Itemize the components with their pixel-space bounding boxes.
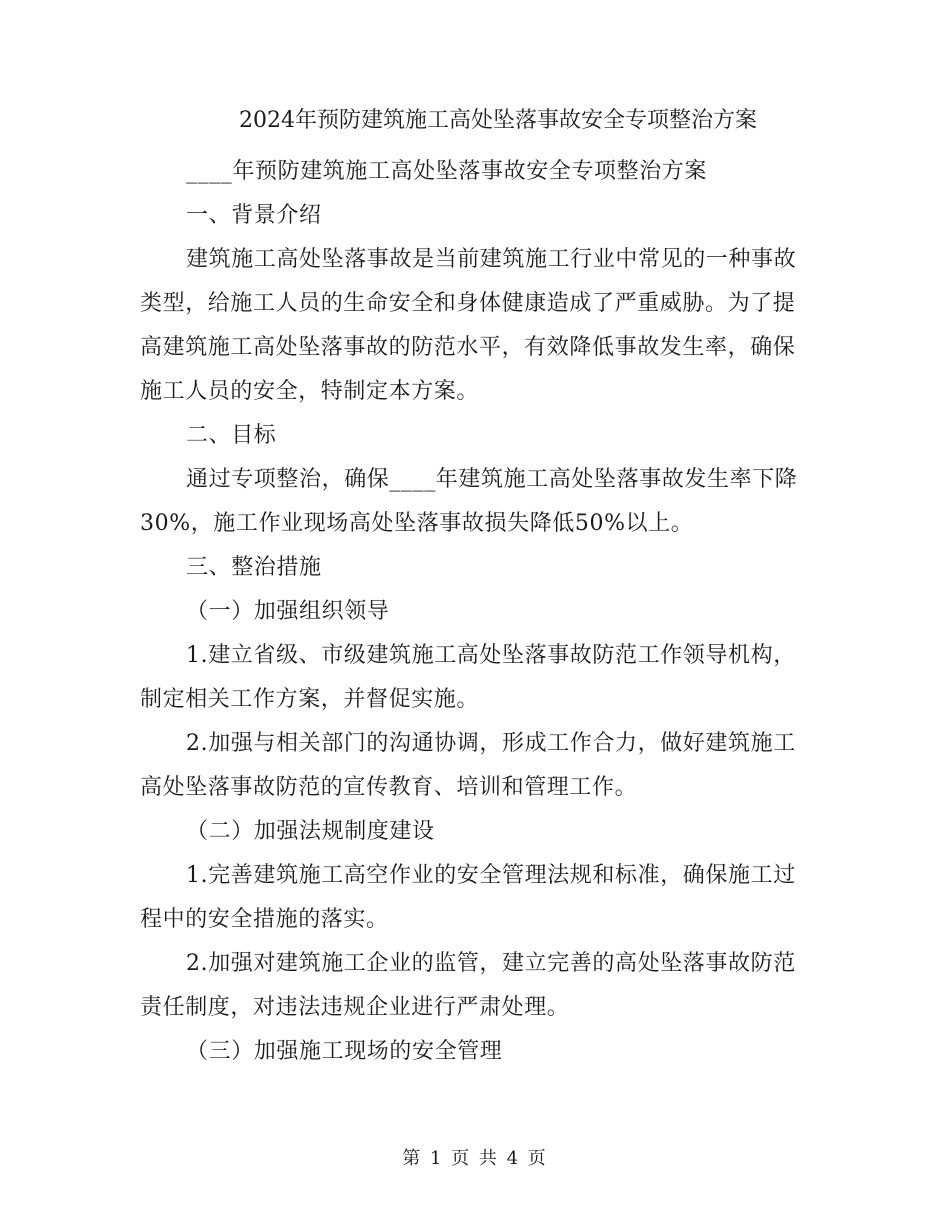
subheading-regulations: （二）加强法规制度建设 (186, 819, 435, 844)
heading-background: 一、背景介绍 (186, 203, 322, 228)
paragraph-regulations-2: 2.加强对建筑施工企业的监管，建立完善的高处坠落事故防范责任制度，对违法违规企业进行严肃处理。 (140, 951, 796, 1020)
heading-measures: 三、整治措施 (186, 555, 322, 580)
subheading-leadership: （一）加强组织领导 (186, 599, 390, 624)
paragraph-leadership-2: 2.加强与相关部门的沟通协调，形成工作合力，做好建筑施工高处坠落事故防范的宣传教育、培训和管理工作。 (140, 731, 796, 800)
paragraph-goal: 通过专项整治，确保____年建筑施工高处坠落事故发生率下降30%，施工作业现场高处坠落事故损失降低50%以上。 (140, 467, 798, 536)
heading-goal: 二、目标 (186, 423, 277, 448)
subheading-site-safety: （三）加强施工现场的安全管理 (186, 1039, 503, 1064)
document-body (140, 150, 800, 1074)
page-number-footer: 第 1 页 共 4 页 (402, 1148, 548, 1169)
paragraph-leadership-1: 1.建立省级、市级建筑施工高处坠落事故防范工作领导机构，制定相关工作方案，并督促实施。 (140, 643, 796, 712)
document-title: 2024年预防建筑施工高处坠落事故安全专项整治方案 (239, 108, 757, 133)
paragraph-regulations-1: 1.完善建筑施工高空作业的安全管理法规和标准，确保施工过程中的安全措施的落实。 (140, 863, 796, 932)
paragraph-background: 建筑施工高处坠落事故是当前建筑施工行业中常见的一种事故类型，给施工人员的生命安全和身体健康造成了严重威胁。为了提高建筑施工高处坠落事故的防范水平，有效降低事故发生率，确保施工人员的安全，特制定本方案。 (140, 247, 797, 404)
paragraph-subtitle: ____年预防建筑施工高处坠落事故安全专项整治方案 (186, 159, 708, 184)
